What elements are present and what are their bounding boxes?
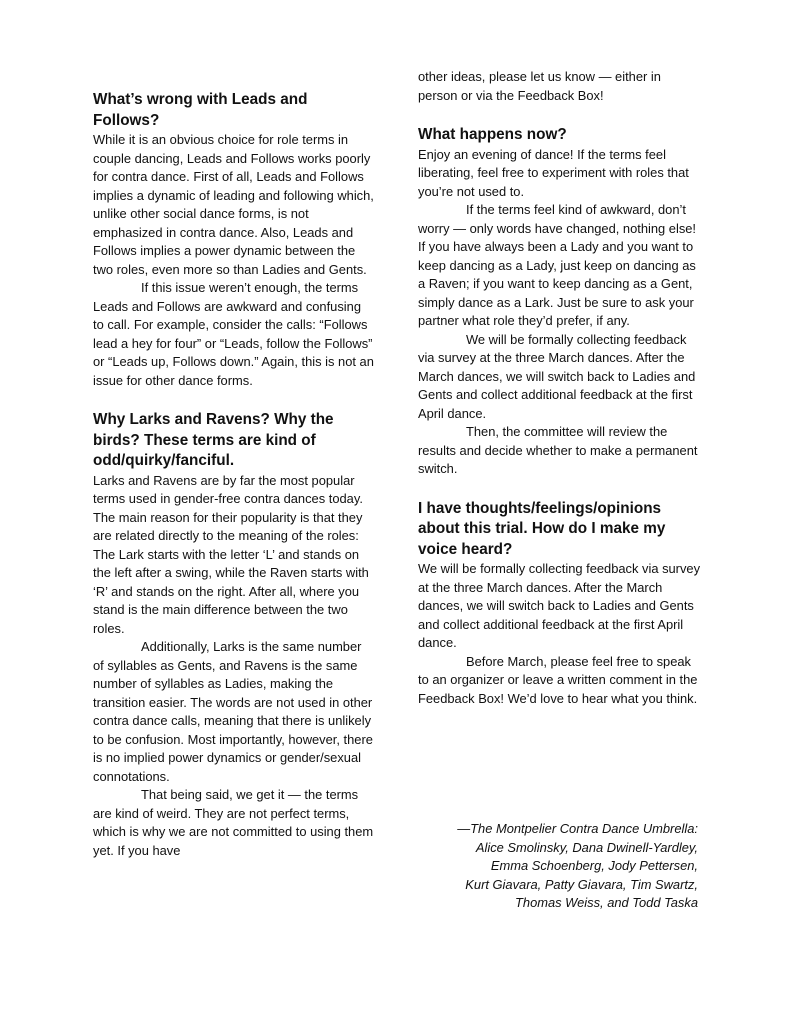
paragraph: We will be formally collecting feedback via survey at the three March dances. After the March dances, we will switch back to Ladies and Gents and collect additional feedback at the first April dance.	[418, 561, 701, 650]
signature-line: Emma Schoenberg, Jody Pettersen,	[490, 858, 698, 873]
paragraph: Enjoy an evening of dance! If the terms feel liberating, feel free to experiment with roles that you’re not used to.	[418, 146, 689, 199]
paragraph-continuation: other ideas, please let us know — either in person or via the Feedback Box!	[418, 69, 661, 103]
paragraph: If this issue weren’t enough, the terms Leads and Follows are awkward and confusing to call. For example, consider the calls: “Follows lead a hey for four” or “Leads, follow the Follows” or “Leads up, Follows down.” Again, this is not an issue for other dance forms.	[93, 280, 374, 388]
section-heading-feedback: I have thoughts/feelings/opinions about this trial. How do I make my voice heard?	[418, 499, 666, 558]
signature-block	[418, 820, 698, 913]
section-heading-what-happens-now: What happens now?	[418, 126, 567, 143]
signature-line: Kurt Giavara, Patty Giavara, Tim Swartz,	[465, 876, 698, 892]
paragraph: Then, the committee will review the results and decide whether to make a permanent switch.	[418, 424, 698, 476]
paragraph: Larks and Ravens are by far the most popular terms used in gender-free contra dances today. The main reason for their popularity is that they are related directly to the meaning of the roles: The Lark starts with the letter ‘L’ and stands on the left after a swing, while the Raven starts with ‘R’ and stands on the right. After all, where you stand is the main difference between the two roles.	[93, 472, 369, 636]
paragraph: If the terms feel kind of awkward, don’t worry — only words have changed, nothing else! If you have always been a Lady and you want to keep dancing as a Lady, just keep on dancing as a Raven; if you want to keep dancing as a Gent, simply dance as a Lark. Just be sure to ask your partner what role they’d prefer, if any.	[418, 202, 697, 328]
signature-line: Thomas Weiss, and Todd Taska	[515, 895, 698, 910]
paragraph: While it is an obvious choice for role terms in couple dancing, Leads and Follows works poorly for contra dance. First of all, Leads and Follows implies a dynamic of leading and following which, unlike other social dance forms, is not emphasized in contra dance. Also, Leads and Follows implies a power dynamic between the two roles, even more so than Ladies and Gents.	[93, 132, 374, 277]
section-heading-leads-follows: What’s wrong with Leads and Follows?	[93, 91, 308, 129]
paragraph: That being said, we get it — the terms are kind of weird. They are not perfect terms, which is why we are not committed to using them yet. If you have	[93, 787, 374, 858]
paragraph: Additionally, Larks is the same number of syllables as Gents, and Ravens is the same number of syllables as Ladies, making the transition easier. The words are not used in other contra dance calls, meaning that there is unlikely to be confusion. Most importantly, however, there is no implied power dynamics or gender/sexual connotations.	[93, 639, 373, 784]
signature-line: Alice Smolinsky, Dana Dwinell-Yardley,	[475, 839, 698, 855]
section-heading-larks-ravens: Why Larks and Ravens? Why the birds? These terms are kind of odd/quirky/fanciful.	[93, 411, 334, 469]
paragraph: Before March, please feel free to speak to an organizer or leave a written comment in the Feedback Box! We’d love to hear what you think.	[418, 653, 698, 706]
paragraph: We will be formally collecting feedback via survey at the three March dances. After the March dances, we will switch back to Ladies and Gents and collect additional feedback at the first April dance.	[418, 331, 696, 421]
left-column	[93, 90, 375, 860]
signature-line: —The Montpelier Contra Dance Umbrella:	[457, 821, 698, 836]
right-column	[418, 68, 703, 708]
